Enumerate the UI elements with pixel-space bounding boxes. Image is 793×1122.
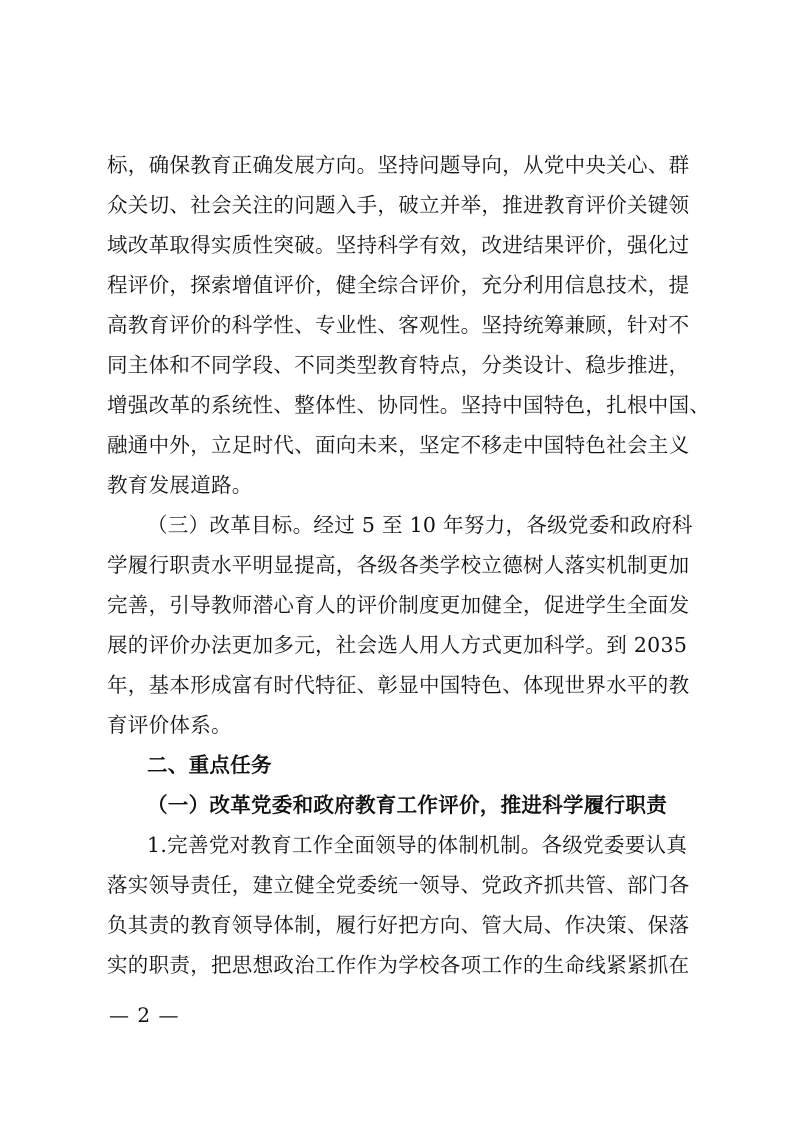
paragraph-line: 高教育评价的科学性、专业性、客观性。坚持统筹兼顾，针对不 bbox=[107, 313, 690, 337]
paragraph-line: 域改革取得实质性突破。坚持科学有效，改进结果评价，强化过 bbox=[107, 233, 690, 257]
paragraph-line: 1.完善党对教育工作全面领导的体制机制。各级党委要认真 bbox=[147, 833, 688, 857]
page-number: — 2 — bbox=[109, 1003, 180, 1027]
paragraph-line: （三）改革目标。经过 5 至 10 年努力，各级党委和政府科 bbox=[147, 513, 693, 537]
paragraph-line: 众关切、社会关注的问题入手，破立并举，推进教育评价关键领 bbox=[107, 193, 690, 217]
paragraph-line: 落实领导责任，建立健全党委统一领导、党政齐抓共管、部门各 bbox=[107, 873, 690, 897]
paragraph-line: 实的职责，把思想政治工作作为学校各项工作的生命线紧紧抓在 bbox=[107, 953, 690, 977]
paragraph-line: 年，基本形成富有时代特征、彰显中国特色、体现世界水平的教 bbox=[107, 673, 690, 697]
paragraph-line: 教育发展道路。 bbox=[107, 473, 253, 497]
paragraph-line: 同主体和不同学段、不同类型教育特点，分类设计、稳步推进， bbox=[107, 353, 690, 377]
paragraph-line: 负其责的教育领导体制，履行好把方向、管大局、作决策、保落 bbox=[107, 913, 690, 937]
section-heading: 二、重点任务 bbox=[147, 753, 272, 777]
paragraph-line: 标，确保教育正确发展方向。坚持问题导向，从党中央关心、群 bbox=[107, 153, 690, 177]
paragraph-line: 育评价体系。 bbox=[107, 713, 232, 737]
paragraph-line: 展的评价办法更加多元，社会选人用人方式更加科学。到 2035 bbox=[107, 633, 688, 657]
paragraph-line: 学履行职责水平明显提高，各级各类学校立德树人落实机制更加 bbox=[107, 553, 690, 577]
subsection-heading: （一）改革党委和政府教育工作评价，推进科学履行职责 bbox=[147, 793, 667, 817]
paragraph-line: 完善，引导教师潜心育人的评价制度更加健全，促进学生全面发 bbox=[107, 593, 690, 617]
paragraph-line: 增强改革的系统性、整体性、协同性。坚持中国特色，扎根中国、 bbox=[107, 393, 711, 417]
paragraph-line: 程评价，探索增值评价，健全综合评价，充分利用信息技术，提 bbox=[107, 273, 690, 297]
paragraph-line: 融通中外，立足时代、面向未来，坚定不移走中国特色社会主义 bbox=[107, 433, 690, 457]
